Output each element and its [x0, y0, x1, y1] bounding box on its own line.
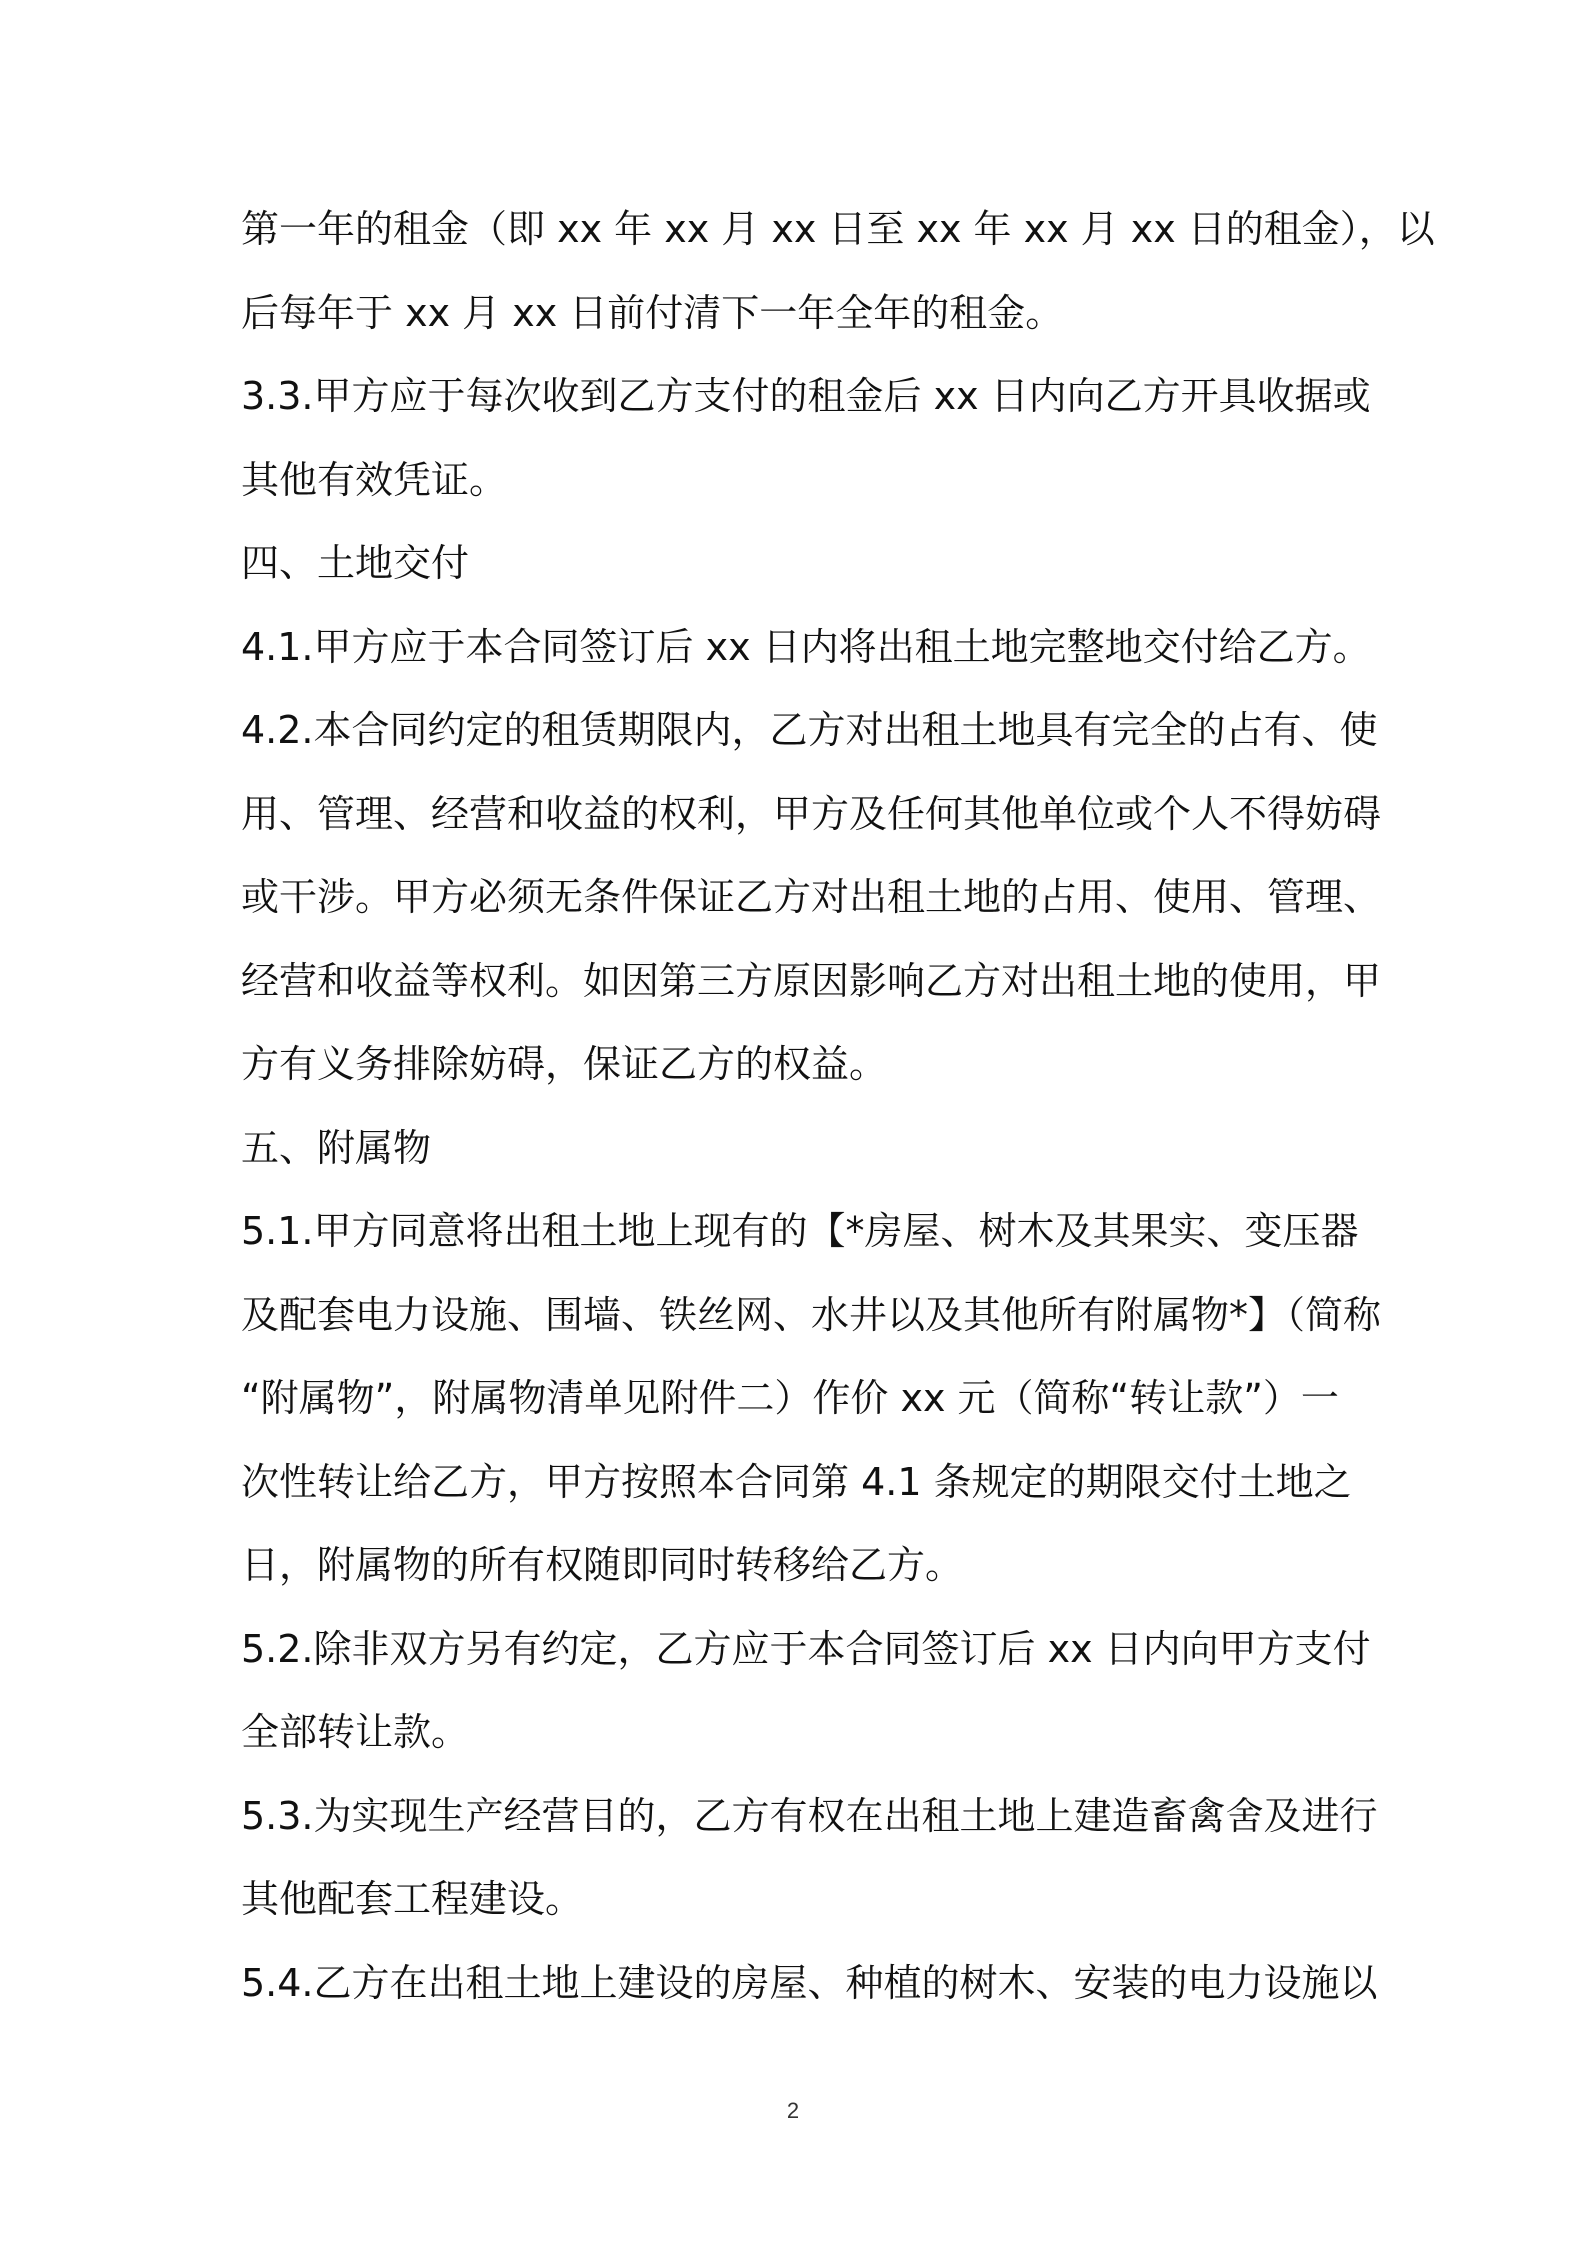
text-line: 全部转让款。 [241, 1710, 470, 1754]
text-line: 及配套电力设施、围墙、铁丝网、水井以及其他所有附属物*】（简称 [241, 1292, 1382, 1337]
clause-5-2: 5.2.除非双方另有约定，乙方应于本合同签订后 xx 日内向甲方支付 [241, 1626, 1371, 1671]
text-line: 其他配套工程建设。 [241, 1877, 584, 1921]
clause-5-4: 5.4.乙方在出租土地上建设的房屋、种植的树木、安装的电力设施以 [241, 1960, 1378, 2005]
text-line: 用、管理、经营和收益的权利，甲方及任何其他单位或个人不得妨碍 [241, 791, 1382, 836]
section-heading-land-delivery: 四、土地交付 [241, 541, 470, 585]
page-number: 2 [786, 2098, 800, 2123]
text-line: “附属物”，附属物清单见附件二）作价 xx 元（简称“转让款”）一 [241, 1376, 1339, 1420]
text-line: 经营和收益等权利。如因第三方原因影响乙方对出租土地的使用，甲 [241, 958, 1382, 1003]
clause-5-3: 5.3.为实现生产经营目的，乙方有权在出租土地上建造畜禽舍及进行 [241, 1793, 1378, 1838]
text-line: 方有义务排除妨碍，保证乙方的权益。 [241, 1042, 888, 1086]
clause-5-1: 5.1.甲方同意将出租土地上现有的【*房屋、树木及其果实、变压器 [241, 1209, 1359, 1253]
text-line: 日，附属物的所有权随即同时转移给乙方。 [241, 1543, 964, 1587]
text-line: 次性转让给乙方，甲方按照本合同第 4.1 条规定的期限交付土地之 [241, 1459, 1352, 1504]
text-line: 后每年于 xx 月 xx 日前付清下一年全年的租金。 [241, 290, 1064, 335]
clause-3-3: 3.3.甲方应于每次收到乙方支付的租金后 xx 日内向乙方开具收据或 [241, 374, 1371, 418]
section-heading-appurtenances: 五、附属物 [241, 1125, 432, 1170]
clause-4-1: 4.1.甲方应于本合同签订后 xx 日内将出租土地完整地交付给乙方。 [241, 624, 1371, 669]
text-line: 其他有效凭证。 [241, 457, 508, 502]
text-line: 或干涉。甲方必须无条件保证乙方对出租土地的占用、使用、管理、 [241, 875, 1382, 919]
text-line: 第一年的租金（即 xx 年 xx 月 xx 日至 xx 年 xx 月 xx 日的租金），以 [241, 207, 1435, 251]
document-body [241, 188, 1435, 2025]
clause-4-2: 4.2.本合同约定的租赁期限内，乙方对出租土地具有完全的占有、使 [241, 708, 1378, 752]
